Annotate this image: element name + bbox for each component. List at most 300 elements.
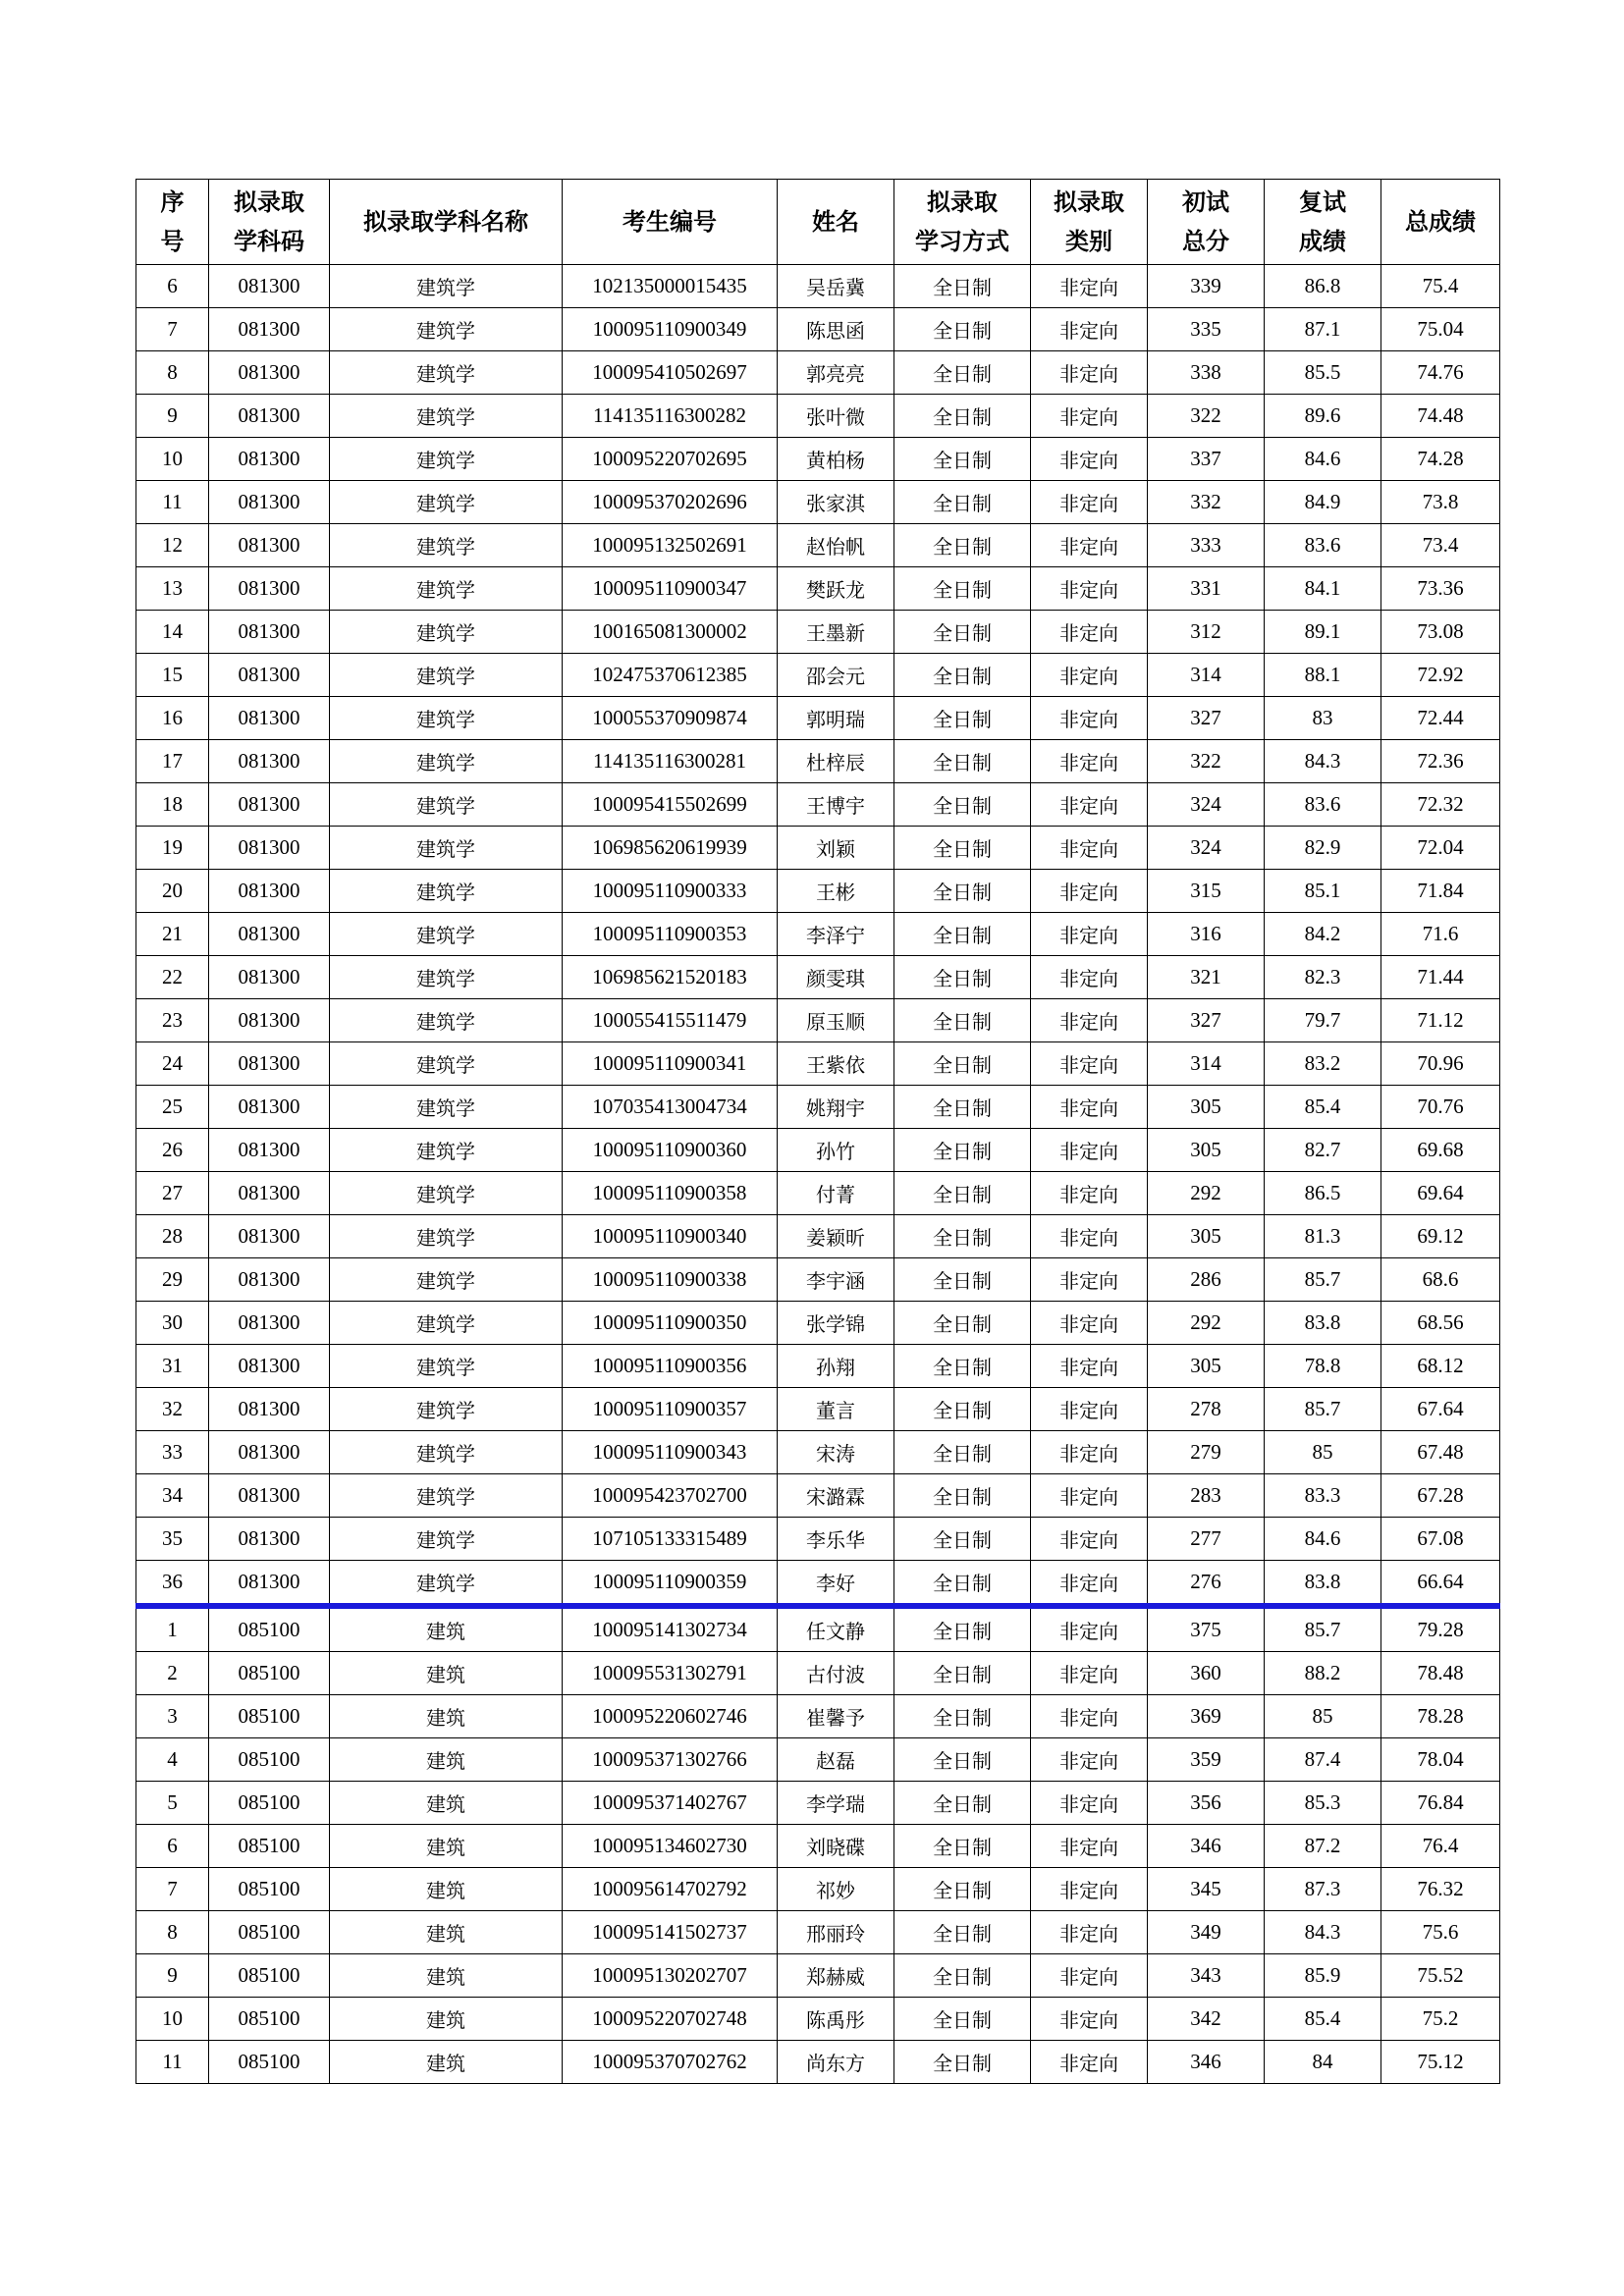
cell-subject-code: 081300 [209,1518,330,1561]
cell-seq: 11 [136,2041,209,2084]
cell-prelim-score: 331 [1148,567,1265,611]
table-body [136,265,1500,2084]
cell-study-mode: 全日制 [894,913,1031,956]
cell-name: 邢丽玲 [778,1911,894,1954]
cell-study-mode: 全日制 [894,1695,1031,1738]
cell-seq: 34 [136,1474,209,1518]
header-name-line: 姓名 [812,208,859,236]
cell-study-mode: 全日制 [894,438,1031,481]
cell-total-score: 71.84 [1381,870,1500,913]
cell-category: 非定向 [1031,1172,1148,1215]
cell-seq: 2 [136,1652,209,1695]
cell-subject-name: 建筑学 [330,1561,563,1607]
cell-candidate-id: 100095110900360 [563,1129,778,1172]
table-row [136,395,1500,438]
cell-seq: 5 [136,1782,209,1825]
table-row [136,999,1500,1042]
cell-subject-name: 建筑学 [330,870,563,913]
table-row [136,1518,1500,1561]
cell-total-score: 67.08 [1381,1518,1500,1561]
cell-subject-name: 建筑学 [330,740,563,783]
cell-name: 付菁 [778,1172,894,1215]
cell-subject-code: 081300 [209,1474,330,1518]
cell-study-mode: 全日制 [894,783,1031,827]
cell-study-mode: 全日制 [894,611,1031,654]
cell-candidate-id: 100095110900356 [563,1345,778,1388]
cell-candidate-id: 100095410502697 [563,351,778,395]
cell-retest-score: 83.8 [1265,1561,1381,1607]
cell-seq: 19 [136,827,209,870]
cell-subject-name: 建筑学 [330,567,563,611]
table-row [136,481,1500,524]
admission-list-table [135,179,1500,2084]
cell-seq: 16 [136,697,209,740]
cell-retest-score: 89.1 [1265,611,1381,654]
table-row [136,1738,1500,1782]
cell-prelim-score: 292 [1148,1172,1265,1215]
cell-study-mode: 全日制 [894,2041,1031,2084]
table-row [136,1172,1500,1215]
cell-total-score: 69.68 [1381,1129,1500,1172]
table-row [136,308,1500,351]
cell-category: 非定向 [1031,1911,1148,1954]
cell-candidate-id: 100095110900341 [563,1042,778,1086]
cell-category: 非定向 [1031,1738,1148,1782]
cell-subject-code: 081300 [209,654,330,697]
cell-prelim-score: 346 [1148,1825,1265,1868]
table-row [136,1345,1500,1388]
cell-retest-score: 85.5 [1265,351,1381,395]
cell-seq: 30 [136,1302,209,1345]
cell-category: 非定向 [1031,740,1148,783]
cell-study-mode: 全日制 [894,1129,1031,1172]
cell-subject-code: 085100 [209,1911,330,1954]
cell-name: 张家淇 [778,481,894,524]
cell-subject-code: 081300 [209,870,330,913]
cell-name: 古付波 [778,1652,894,1695]
cell-candidate-id: 100095370202696 [563,481,778,524]
cell-seq: 14 [136,611,209,654]
cell-seq: 27 [136,1172,209,1215]
cell-study-mode: 全日制 [894,827,1031,870]
cell-total-score: 67.28 [1381,1474,1500,1518]
cell-seq: 36 [136,1561,209,1607]
cell-category: 非定向 [1031,1302,1148,1345]
cell-subject-name: 建筑学 [330,308,563,351]
cell-seq: 1 [136,1606,209,1652]
cell-name: 陈思函 [778,308,894,351]
header-prelim-score [1148,180,1265,265]
cell-candidate-id: 100095110900347 [563,567,778,611]
cell-name: 颜雯琪 [778,956,894,999]
cell-retest-score: 85.4 [1265,1998,1381,2041]
cell-subject-name: 建筑学 [330,697,563,740]
cell-seq: 7 [136,1868,209,1911]
cell-subject-name: 建筑 [330,1606,563,1652]
cell-total-score: 71.12 [1381,999,1500,1042]
cell-prelim-score: 324 [1148,783,1265,827]
table-row [136,1911,1500,1954]
cell-name: 刘晓碟 [778,1825,894,1868]
cell-subject-code: 081300 [209,481,330,524]
cell-study-mode: 全日制 [894,1606,1031,1652]
cell-subject-code: 081300 [209,265,330,308]
header-seq [136,180,209,265]
cell-retest-score: 83.6 [1265,783,1381,827]
cell-name: 王博宇 [778,783,894,827]
cell-subject-code: 081300 [209,999,330,1042]
cell-category: 非定向 [1031,1431,1148,1474]
cell-subject-name: 建筑 [330,1652,563,1695]
cell-name: 姚翔宇 [778,1086,894,1129]
cell-prelim-score: 322 [1148,395,1265,438]
cell-candidate-id: 100095134602730 [563,1825,778,1868]
cell-retest-score: 84.2 [1265,913,1381,956]
table-row [136,567,1500,611]
header-subject-name [330,180,563,265]
cell-prelim-score: 305 [1148,1086,1265,1129]
cell-subject-name: 建筑 [330,2041,563,2084]
cell-study-mode: 全日制 [894,1215,1031,1258]
cell-seq: 11 [136,481,209,524]
cell-seq: 28 [136,1215,209,1258]
cell-retest-score: 84.3 [1265,1911,1381,1954]
cell-name: 董言 [778,1388,894,1431]
cell-candidate-id: 100095141502737 [563,1911,778,1954]
cell-name: 刘颖 [778,827,894,870]
cell-prelim-score: 315 [1148,870,1265,913]
cell-prelim-score: 327 [1148,999,1265,1042]
cell-name: 黄柏杨 [778,438,894,481]
cell-candidate-id: 100055415511479 [563,999,778,1042]
cell-retest-score: 87.1 [1265,308,1381,351]
cell-subject-name: 建筑 [330,1825,563,1868]
cell-study-mode: 全日制 [894,1911,1031,1954]
cell-seq: 23 [136,999,209,1042]
cell-subject-name: 建筑 [330,1911,563,1954]
cell-subject-name: 建筑学 [330,265,563,308]
header-candidate-id [563,180,778,265]
cell-name: 李学瑞 [778,1782,894,1825]
cell-total-score: 78.48 [1381,1652,1500,1695]
header-category-line: 拟录取 [1054,188,1124,216]
cell-candidate-id: 100095614702792 [563,1868,778,1911]
header-total-score-line: 总成绩 [1405,208,1476,236]
cell-subject-code: 081300 [209,1561,330,1607]
cell-seq: 9 [136,395,209,438]
cell-study-mode: 全日制 [894,870,1031,913]
table-row [136,1954,1500,1998]
cell-total-score: 71.6 [1381,913,1500,956]
cell-candidate-id: 100095110900343 [563,1431,778,1474]
cell-subject-code: 085100 [209,1998,330,2041]
table-row [136,265,1500,308]
table-row [136,1825,1500,1868]
header-retest-score [1265,180,1381,265]
cell-category: 非定向 [1031,524,1148,567]
cell-total-score: 78.04 [1381,1738,1500,1782]
cell-study-mode: 全日制 [894,1042,1031,1086]
cell-subject-name: 建筑 [330,1954,563,1998]
header-retest-score-line: 复试 [1299,188,1346,216]
cell-category: 非定向 [1031,1954,1148,1998]
cell-study-mode: 全日制 [894,999,1031,1042]
cell-subject-name: 建筑学 [330,827,563,870]
cell-study-mode: 全日制 [894,1825,1031,1868]
cell-total-score: 68.12 [1381,1345,1500,1388]
cell-subject-code: 081300 [209,1345,330,1388]
cell-retest-score: 84.9 [1265,481,1381,524]
cell-study-mode: 全日制 [894,524,1031,567]
cell-candidate-id: 107105133315489 [563,1518,778,1561]
cell-prelim-score: 337 [1148,438,1265,481]
cell-candidate-id: 100095110900349 [563,308,778,351]
header-row [136,180,1500,265]
cell-seq: 4 [136,1738,209,1782]
cell-prelim-score: 327 [1148,697,1265,740]
cell-category: 非定向 [1031,567,1148,611]
cell-candidate-id: 100095130202707 [563,1954,778,1998]
cell-category: 非定向 [1031,999,1148,1042]
table-row [136,1652,1500,1695]
cell-category: 非定向 [1031,1825,1148,1868]
cell-seq: 22 [136,956,209,999]
cell-subject-code: 081300 [209,913,330,956]
cell-total-score: 79.28 [1381,1606,1500,1652]
cell-subject-name: 建筑学 [330,1172,563,1215]
header-subject-code-line: 学科码 [234,228,304,255]
cell-total-score: 71.44 [1381,956,1500,999]
cell-retest-score: 86.5 [1265,1172,1381,1215]
cell-study-mode: 全日制 [894,1431,1031,1474]
cell-seq: 25 [136,1086,209,1129]
cell-category: 非定向 [1031,1129,1148,1172]
header-name [778,180,894,265]
cell-total-score: 73.36 [1381,567,1500,611]
cell-prelim-score: 375 [1148,1606,1265,1652]
cell-category: 非定向 [1031,265,1148,308]
cell-retest-score: 84.6 [1265,1518,1381,1561]
cell-subject-code: 085100 [209,1782,330,1825]
cell-total-score: 73.4 [1381,524,1500,567]
cell-subject-code: 085100 [209,1954,330,1998]
cell-prelim-score: 314 [1148,1042,1265,1086]
cell-category: 非定向 [1031,1998,1148,2041]
cell-total-score: 75.2 [1381,1998,1500,2041]
cell-retest-score: 84.3 [1265,740,1381,783]
cell-retest-score: 85.1 [1265,870,1381,913]
cell-seq: 17 [136,740,209,783]
cell-name: 祁妙 [778,1868,894,1911]
table-row [136,611,1500,654]
cell-retest-score: 85.9 [1265,1954,1381,1998]
cell-prelim-score: 324 [1148,827,1265,870]
cell-seq: 18 [136,783,209,827]
cell-retest-score: 83.2 [1265,1042,1381,1086]
cell-name: 王彬 [778,870,894,913]
cell-subject-code: 081300 [209,1302,330,1345]
cell-study-mode: 全日制 [894,1172,1031,1215]
cell-seq: 6 [136,1825,209,1868]
cell-subject-code: 081300 [209,308,330,351]
cell-category: 非定向 [1031,913,1148,956]
cell-prelim-score: 322 [1148,740,1265,783]
cell-prelim-score: 292 [1148,1302,1265,1345]
cell-prelim-score: 283 [1148,1474,1265,1518]
cell-retest-score: 85.7 [1265,1258,1381,1302]
cell-candidate-id: 114135116300281 [563,740,778,783]
cell-name: 李宇涵 [778,1258,894,1302]
cell-candidate-id: 106985621520183 [563,956,778,999]
cell-candidate-id: 100095370702762 [563,2041,778,2084]
cell-category: 非定向 [1031,697,1148,740]
cell-category: 非定向 [1031,351,1148,395]
cell-total-score: 72.36 [1381,740,1500,783]
cell-prelim-score: 360 [1148,1652,1265,1695]
cell-retest-score: 86.8 [1265,265,1381,308]
cell-retest-score: 78.8 [1265,1345,1381,1388]
cell-prelim-score: 314 [1148,654,1265,697]
cell-subject-name: 建筑学 [330,524,563,567]
cell-study-mode: 全日制 [894,1738,1031,1782]
cell-retest-score: 82.9 [1265,827,1381,870]
cell-retest-score: 79.7 [1265,999,1381,1042]
table-row [136,1474,1500,1518]
cell-subject-name: 建筑学 [330,481,563,524]
header-seq-line: 号 [160,228,185,255]
cell-study-mode: 全日制 [894,567,1031,611]
cell-total-score: 67.48 [1381,1431,1500,1474]
cell-name: 邵会元 [778,654,894,697]
cell-prelim-score: 305 [1148,1129,1265,1172]
cell-subject-code: 081300 [209,1172,330,1215]
cell-total-score: 70.96 [1381,1042,1500,1086]
cell-study-mode: 全日制 [894,481,1031,524]
cell-name: 张学锦 [778,1302,894,1345]
cell-prelim-score: 338 [1148,351,1265,395]
cell-category: 非定向 [1031,611,1148,654]
cell-total-score: 67.64 [1381,1388,1500,1431]
cell-category: 非定向 [1031,1782,1148,1825]
cell-candidate-id: 100095220602746 [563,1695,778,1738]
header-study-mode-line: 学习方式 [915,228,1009,255]
cell-name: 孙竹 [778,1129,894,1172]
table-row [136,1388,1500,1431]
table-row [136,1215,1500,1258]
cell-prelim-score: 312 [1148,611,1265,654]
cell-seq: 21 [136,913,209,956]
cell-study-mode: 全日制 [894,1782,1031,1825]
cell-subject-code: 081300 [209,1431,330,1474]
cell-total-score: 68.6 [1381,1258,1500,1302]
cell-seq: 6 [136,265,209,308]
header-category-line: 类别 [1065,228,1112,255]
cell-name: 尚东方 [778,2041,894,2084]
cell-subject-name: 建筑学 [330,1518,563,1561]
table-row [136,2041,1500,2084]
cell-subject-code: 081300 [209,1086,330,1129]
cell-total-score: 66.64 [1381,1561,1500,1607]
table-row [136,1868,1500,1911]
table-row [136,654,1500,697]
table-row [136,913,1500,956]
cell-category: 非定向 [1031,481,1148,524]
cell-seq: 24 [136,1042,209,1086]
table-row [136,1431,1500,1474]
cell-total-score: 76.4 [1381,1825,1500,1868]
cell-total-score: 75.6 [1381,1911,1500,1954]
cell-retest-score: 89.6 [1265,395,1381,438]
cell-subject-code: 081300 [209,1215,330,1258]
cell-subject-code: 081300 [209,567,330,611]
cell-candidate-id: 114135116300282 [563,395,778,438]
cell-candidate-id: 100095132502691 [563,524,778,567]
header-study-mode-line: 拟录取 [927,188,998,216]
cell-retest-score: 85.4 [1265,1086,1381,1129]
cell-total-score: 73.8 [1381,481,1500,524]
cell-retest-score: 85.3 [1265,1782,1381,1825]
cell-subject-code: 081300 [209,827,330,870]
cell-seq: 29 [136,1258,209,1302]
table-row [136,1561,1500,1607]
cell-retest-score: 85 [1265,1695,1381,1738]
cell-seq: 7 [136,308,209,351]
cell-subject-code: 081300 [209,524,330,567]
cell-prelim-score: 369 [1148,1695,1265,1738]
cell-subject-code: 081300 [209,1388,330,1431]
cell-category: 非定向 [1031,956,1148,999]
cell-subject-name: 建筑学 [330,1042,563,1086]
cell-name: 宋涛 [778,1431,894,1474]
cell-subject-code: 081300 [209,740,330,783]
cell-category: 非定向 [1031,1215,1148,1258]
table-row [136,956,1500,999]
cell-subject-name: 建筑学 [330,1129,563,1172]
header-category [1031,180,1148,265]
header-seq-line: 序 [160,188,185,216]
cell-name: 崔馨予 [778,1695,894,1738]
cell-seq: 26 [136,1129,209,1172]
cell-candidate-id: 100095415502699 [563,783,778,827]
cell-study-mode: 全日制 [894,1998,1031,2041]
header-candidate-id-line: 考生编号 [623,208,717,236]
table-row [136,740,1500,783]
header-subject-code [209,180,330,265]
cell-subject-code: 081300 [209,1129,330,1172]
cell-study-mode: 全日制 [894,740,1031,783]
cell-seq: 10 [136,1998,209,2041]
cell-category: 非定向 [1031,308,1148,351]
cell-name: 王墨新 [778,611,894,654]
cell-name: 任文静 [778,1606,894,1652]
table-row [136,697,1500,740]
cell-subject-code: 085100 [209,2041,330,2084]
table-header [136,180,1500,265]
cell-subject-code: 085100 [209,1738,330,1782]
cell-retest-score: 87.4 [1265,1738,1381,1782]
header-study-mode [894,180,1031,265]
cell-candidate-id: 100095110900357 [563,1388,778,1431]
header-subject-code-line: 拟录取 [234,188,304,216]
cell-prelim-score: 335 [1148,308,1265,351]
cell-retest-score: 84 [1265,2041,1381,2084]
cell-candidate-id: 100095110900353 [563,913,778,956]
cell-category: 非定向 [1031,1518,1148,1561]
table-row [136,1258,1500,1302]
cell-prelim-score: 343 [1148,1954,1265,1998]
cell-subject-name: 建筑学 [330,1302,563,1345]
table-row [136,870,1500,913]
